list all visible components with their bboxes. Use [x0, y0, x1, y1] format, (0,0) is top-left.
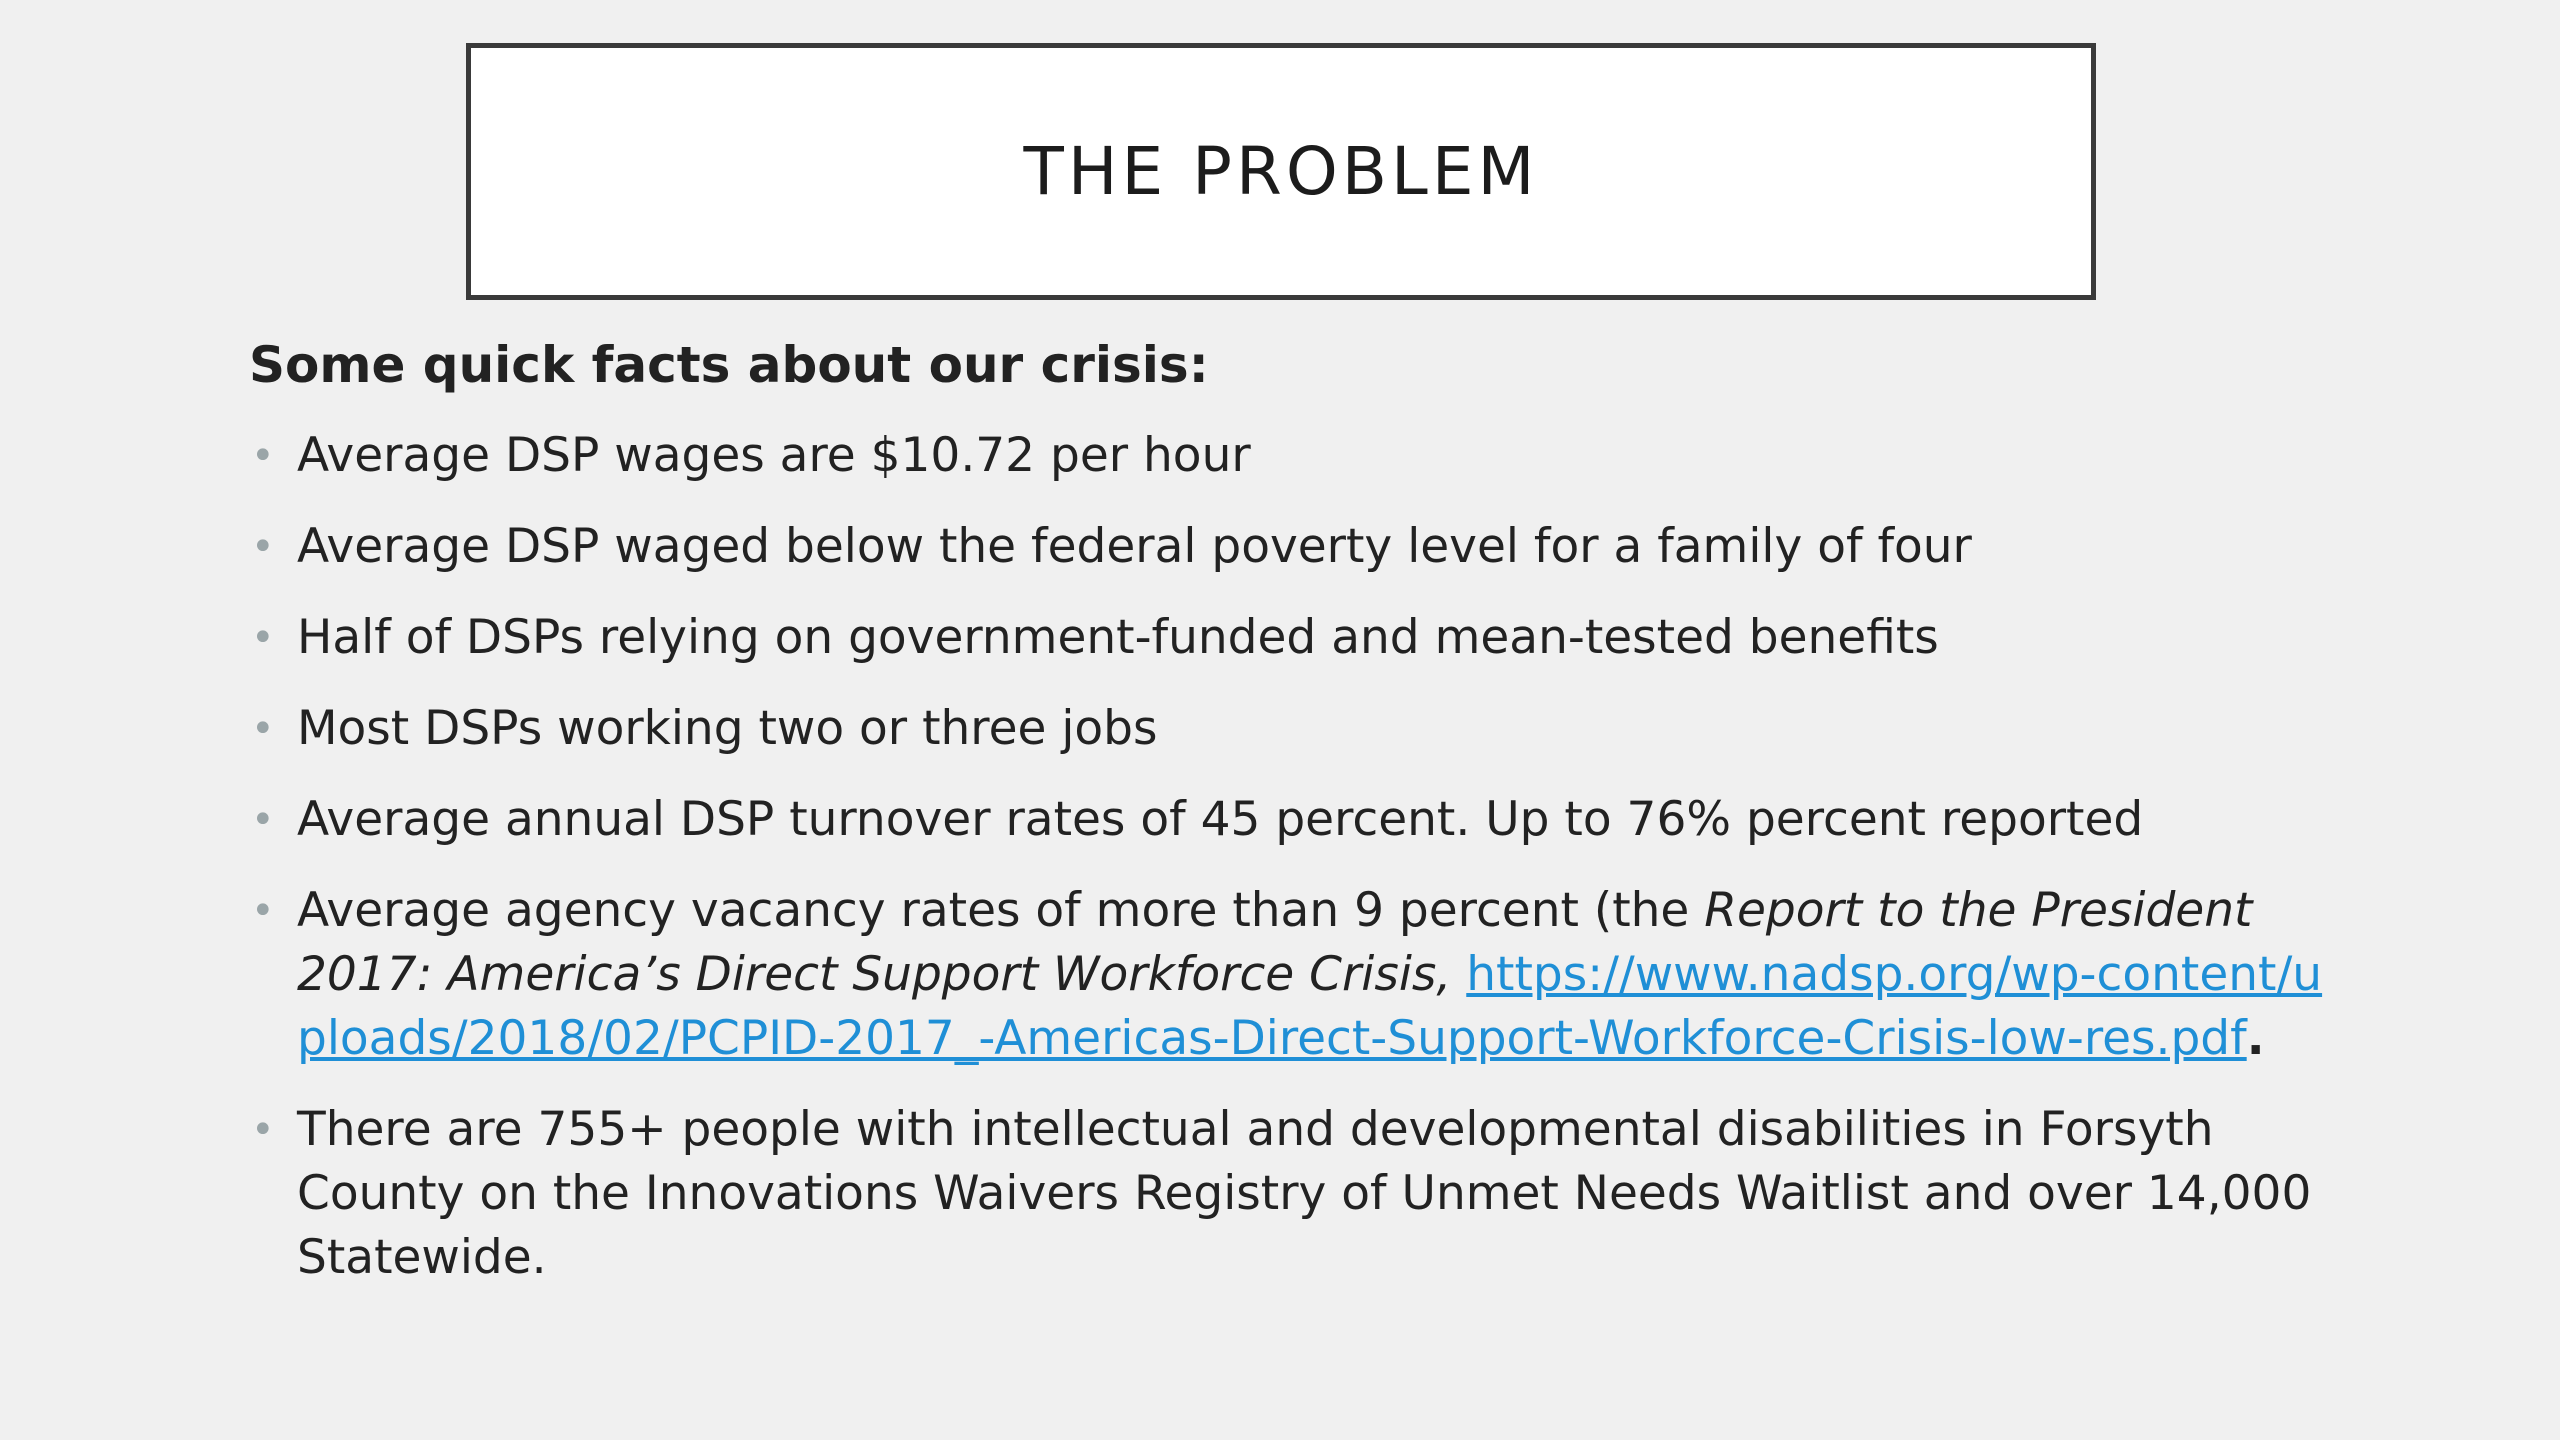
bullet-item	[249, 606, 2349, 670]
bullet-item	[249, 424, 2349, 488]
bullet-item	[249, 788, 2349, 852]
bullet-dot-icon: •	[251, 706, 275, 752]
bullet-item	[249, 1098, 2349, 1290]
report-link[interactable]: https://www.nadsp.org/wp-content/uploads/2018/02/PCPID-2017_-Americas-Direct-Support-Workforce-Crisis-low-res.pdf	[297, 947, 2323, 1066]
bullet-dot-icon: •	[251, 1107, 275, 1153]
bullet-text: Average agency vacancy rates of more than 9 percent (the	[297, 883, 1705, 938]
bullet-text: There are 755+ people with intellectual and developmental disabilities in Forsyth County on the Innovations Waivers Registry of Unmet Needs Waitlist and over 14,000 Statewide.	[297, 1102, 2312, 1285]
title-box	[466, 43, 2096, 300]
bullet-item	[249, 515, 2349, 579]
bullet-period: .	[2246, 1011, 2265, 1066]
bullet-text: Average DSP wages are $10.72 per hour	[297, 428, 1251, 483]
bullet-dot-icon: •	[251, 615, 275, 661]
slide-title: THE PROBLEM	[1023, 133, 1539, 210]
bullet-dot-icon: •	[251, 888, 275, 934]
slide-subtitle: Some quick facts about our crisis:	[249, 336, 1209, 394]
bullet-text: Average annual DSP turnover rates of 45 percent. Up to 76% percent reported	[297, 792, 2144, 847]
bullet-dot-icon: •	[251, 797, 275, 843]
bullet-item	[249, 697, 2349, 761]
bullet-text: Half of DSPs relying on government-funded and mean-tested benefits	[297, 610, 1939, 665]
bullet-item	[249, 879, 2349, 1071]
bullet-dot-icon: •	[251, 524, 275, 570]
bullet-text: Most DSPs working two or three jobs	[297, 701, 1158, 756]
bullet-list	[249, 424, 2349, 1317]
report-citation: Report to the President 2017: America’s Direct Support Workforce Crisis,	[297, 883, 2253, 1002]
bullet-dot-icon: •	[251, 433, 275, 479]
bullet-text: Average DSP waged below the federal poverty level for a family of four	[297, 519, 1972, 574]
